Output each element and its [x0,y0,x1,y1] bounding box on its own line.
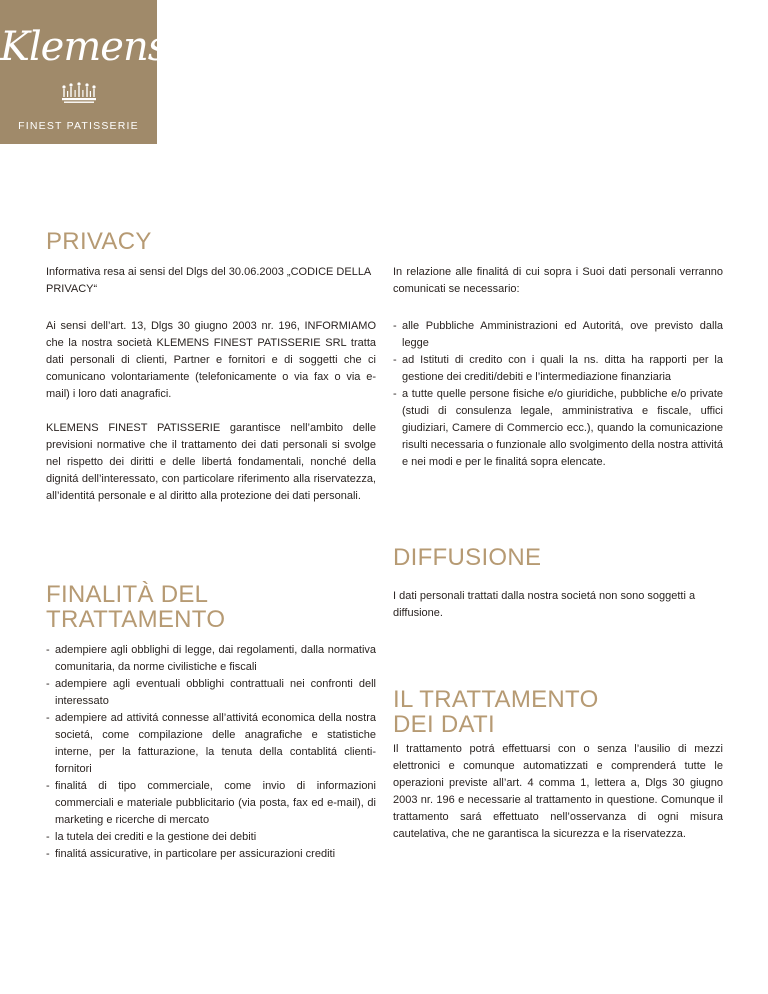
trattamento-heading-line: DEI DATI [393,711,495,738]
list-item: - la tutela dei crediti e la gestione dei debiti [46,829,376,846]
privacy-paragraph: Ai sensi dell’art. 13, Dlgs 30 giugno 2003 nr. 196, INFORMIAMO che la nostra società KLEMENS FINEST PATISSERIE SRL tratta dati personali di clienti, Partner e fornitori e di soggetti che ci comunicano volontariamente (telefonicamente o via fax o via e-mail) i loro dati anagrafici. [46,320,376,400]
privacy-heading: PRIVACY [46,228,152,255]
finalita-heading-line: FINALITÀ DEL [46,581,209,608]
finalita-heading [46,582,225,632]
brand-logo [0,0,168,144]
list-item: - finalitá assicurative, in particolare per assicurazioni crediti [46,846,376,863]
privacy-paragraph: KLEMENS FINEST PATISSERIE garantisce nell’ambito delle previsioni normative che il trattamento dei dati personali si svolge nel rispetto dei diritti e delle libertá fondamentali, nonché della dignitá dell’interessato, con particolare riferimento alla riservatezza, all’identitá personale e al diritto alla protezione dei dati personali. [46,422,376,502]
comunicazione-intro: In relazione alle finalitá di cui sopra i Suoi dati personali verranno comunicati se necessario: [393,266,723,295]
finalita-heading-line: TRATTAMENTO [46,606,226,633]
logo-wordmark: Klemens [0,24,168,70]
list-item: - alle Pubbliche Amministrazioni ed Autoritá, ove previsto dalla legge [393,318,723,352]
list-item: - a tutte quelle persone fisiche e/o giuridiche, pubbliche e/o private (studi di consulenza legale, amministrativa e fiscale, uffici giudiziari, Camere di Commercio ecc.), quando la comunicazione risulti necessaria o funzionale allo svolgimento della nostra attivitá e nei modi e per le finalitá sopra elencate. [393,386,723,471]
trattamento-heading [393,687,599,737]
diffusione-heading: DIFFUSIONE [393,544,542,571]
list-item: - ad Istituti di credito con i quali la ns. ditta ha rapporti per la gestione dei crediti/debiti e l’intermediazione finanziaria [393,352,723,386]
list-item: - adempiere agli eventuali obblighi contrattuali nei confronti dell interessato [46,676,376,710]
diffusione-text: I dati personali trattati dalla nostra societá non sono soggetti a diffusione. [393,590,696,619]
logo-tagline: FINEST PATISSERIE [18,120,139,132]
list-item: - adempiere ad attivitá connesse all’attivitá economica della nostra societá, come compilazione delle anagrafiche e statistiche interne, per la fatturazione, la tenuta della contablitá clienti-fornitori [46,710,376,778]
list-item: - finalitá di tipo commerciale, come invio di informazioni commerciali e materiale pubblicitario (via posta, fax ed e-mail), di marketing e ricerche di mercato [46,778,376,829]
crown-icon [60,82,98,104]
trattamento-text: Il trattamento potrá effettuarsi con o senza l’ausilio di mezzi elettronici e comunque automatizzati e comprenderá tutte le operazioni previste all’art. 4 comma 1, lettera a, Dlgs 30 giugno 2003 nr. 196 e necessarie al trattamento in questione. Comunque il trattamento sará effettuato nell’osservanza di ogni misura cautelativa, che ne garantisca la sicurezza e la riservatezza. [393,743,723,840]
list-item: - adempiere agli obblighi di legge, dai regolamenti, dalla normativa comunitaria, da norme civilistiche e fiscali [46,642,376,676]
comunicazione-list [393,318,723,471]
trattamento-heading-line: IL TRATTAMENTO [393,686,599,713]
privacy-intro: Informativa resa ai sensi del Dlgs del 30.06.2003 „CODICE DELLA PRIVACY“ [46,266,371,295]
finalita-list [46,642,376,863]
